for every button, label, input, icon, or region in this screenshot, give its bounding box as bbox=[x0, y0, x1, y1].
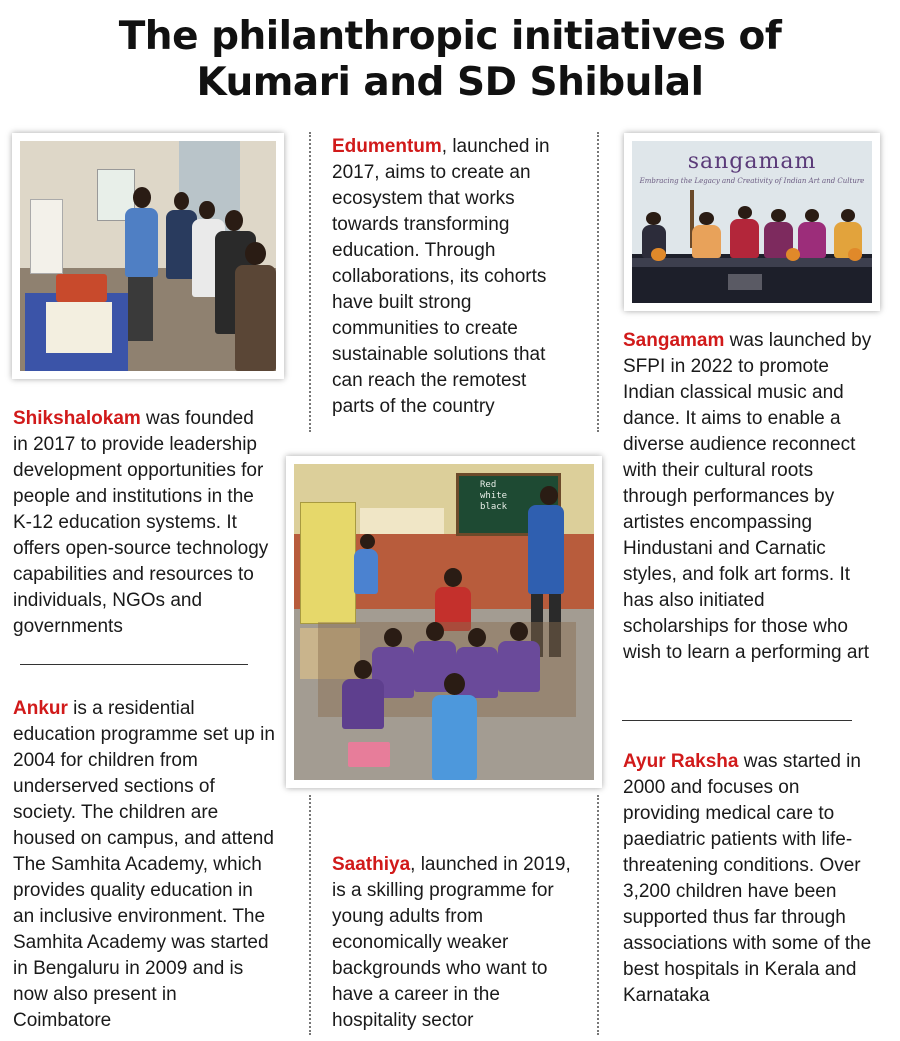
ankur-classroom-photo bbox=[286, 456, 602, 788]
edumentum-description bbox=[332, 134, 572, 420]
title-line-2: Kumari and SD Shibulal bbox=[196, 60, 704, 105]
separator-right bbox=[622, 720, 852, 721]
sangamam-text: was launched by SFPI in 2022 to promote Indian classical music and dance. It aims to enable a diverse audience reconnect with their cultural roots through performances by artistes encompassing Hindustani and Carnatic styles, and folk art forms. It has also initiated scholarships for those who wish to learn a performing art bbox=[623, 330, 872, 663]
title-line-1: The philanthropic initiatives of bbox=[118, 14, 782, 59]
column-divider-left-lower bbox=[309, 795, 311, 1035]
column-divider-right bbox=[597, 132, 599, 432]
shikshalokam-photo bbox=[12, 133, 284, 379]
sangamam-name: Sangamam bbox=[623, 330, 725, 351]
board-word-2: white bbox=[480, 490, 508, 501]
ankur-description bbox=[13, 696, 275, 1034]
board-words bbox=[480, 480, 507, 513]
ankur-name: Ankur bbox=[13, 698, 68, 719]
board-word-3: black bbox=[480, 501, 508, 512]
saathiya-name: Saathiya bbox=[332, 854, 411, 875]
ankur-text: is a residential education programme set up in 2004 for children from underserved sections of society. The children are housed on campus, and attend The Samhita Academy, which provides quality education in an inclusive environment. The Samhita Academy was started in Bengaluru in 2009 and is now also present in Coimbatore bbox=[13, 698, 275, 1031]
board-word-1: Red bbox=[480, 479, 497, 490]
sangamam-banner-title: sangamam bbox=[687, 149, 817, 174]
separator-left bbox=[20, 664, 248, 665]
column-divider-right-lower bbox=[597, 795, 599, 1035]
saathiya-description bbox=[332, 852, 572, 1034]
sangamam-photo bbox=[624, 133, 880, 311]
shikshalokam-description bbox=[13, 406, 273, 640]
edumentum-name: Edumentum bbox=[332, 136, 442, 157]
ayur-raksha-text: was started in 2000 and focuses on providing medical care to paediatric patients with life-threatening conditions. Over 3,200 children have been supported thus far through associations with some of the best hospitals in Kerala and Karnataka bbox=[623, 751, 872, 1006]
page-title bbox=[0, 14, 900, 106]
sangamam-description bbox=[623, 328, 873, 666]
saathiya-text: , launched in 2019, is a skilling programme for young adults from economically weaker backgrounds who want to have a career in the hospitality sector bbox=[332, 854, 571, 1031]
ayur-raksha-name: Ayur Raksha bbox=[623, 751, 739, 772]
column-divider-left bbox=[309, 132, 311, 432]
edumentum-text: , launched in 2017, aims to create an ecosystem that works towards transforming education. Through collaborations, its cohorts have built strong communities to create sustainable solutions that can reach the remotest parts of the country bbox=[332, 136, 550, 417]
shikshalokam-text: was founded in 2017 to provide leadership development opportunities for people and institutions in the K-12 education systems. It offers open-source technology capabilities and resources to individuals, NGOs and governments bbox=[13, 408, 269, 637]
shikshalokam-name: Shikshalokam bbox=[13, 408, 141, 429]
ayur-raksha-description bbox=[623, 749, 873, 1009]
sangamam-banner-subtitle: Embracing the Legacy and Creativity of Indian Art and Culture bbox=[639, 177, 865, 185]
